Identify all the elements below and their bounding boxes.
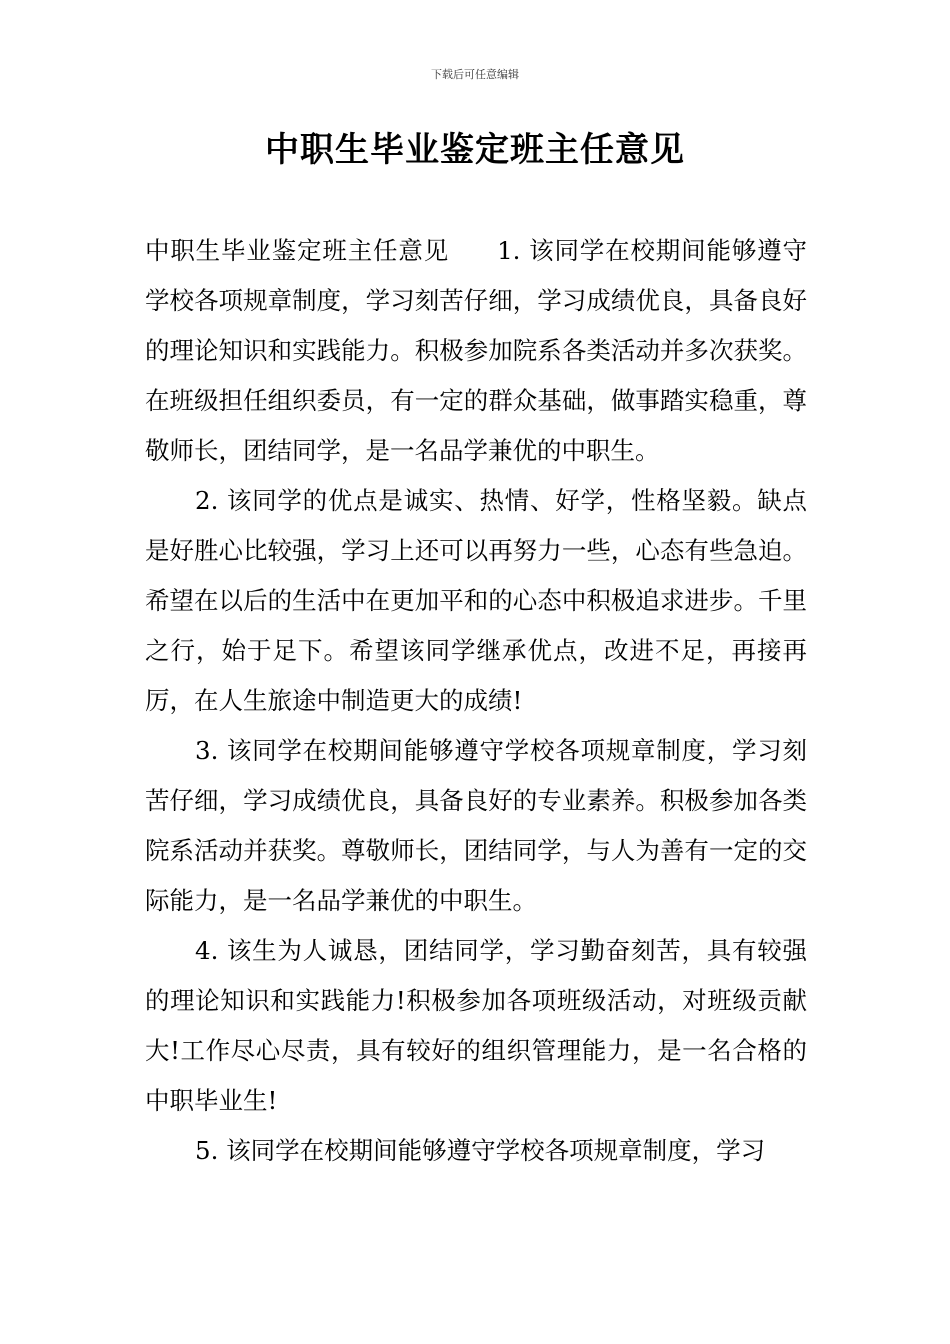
paragraph-1 (145, 226, 807, 476)
paragraph-4: 4. 该生为人诚恳，团结同学，学习勤奋刻苦，具有较强的理论知识和实践能力!积极参加各项班级活动，对班级贡献大!工作尽心尽责，具有较好的组织管理能力，是一名合格的中职毕业生! (145, 936, 807, 1115)
document-body (145, 226, 807, 1176)
paragraph-5: 5. 该同学在校期间能够遵守学校各项规章制度，学习 (195, 1136, 766, 1165)
document-title: 中职生毕业鉴定班主任意见 (265, 130, 685, 170)
intro-label: 中职生毕业鉴定班主任意见 (145, 236, 450, 265)
paragraph-2: 2. 该同学的优点是诚实、热情、好学，性格坚毅。缺点是好胜心比较强，学习上还可以再努力一些，心态有些急迫。希望在以后的生活中在更加平和的心态中积极追求进步。千里之行，始于足下。希望该同学继承优点，改进不足，再接再厉，在人生旅途中制造更大的成绩! (145, 486, 807, 715)
paragraph-3: 3. 该同学在校期间能够遵守学校各项规章制度，学习刻苦仔细，学习成绩优良，具备良好的专业素养。积极参加各类院系活动并获奖。尊敬师长，团结同学，与人为善有一定的交际能力，是一名品学兼优的中职生。 (145, 736, 807, 915)
header-note: 下载后可任意编辑 (431, 68, 519, 81)
paragraph-1-text: 1. 该同学在校期间能够遵守学校各项规章制度，学习刻苦仔细，学习成绩优良，具备良好的理论知识和实践能力。积极参加院系各类活动并多次获奖。在班级担任组织委员，有一定的群众基础，做事踏实稳重，尊敬师长，团结同学，是一名品学兼优的中职生。 (145, 236, 807, 465)
